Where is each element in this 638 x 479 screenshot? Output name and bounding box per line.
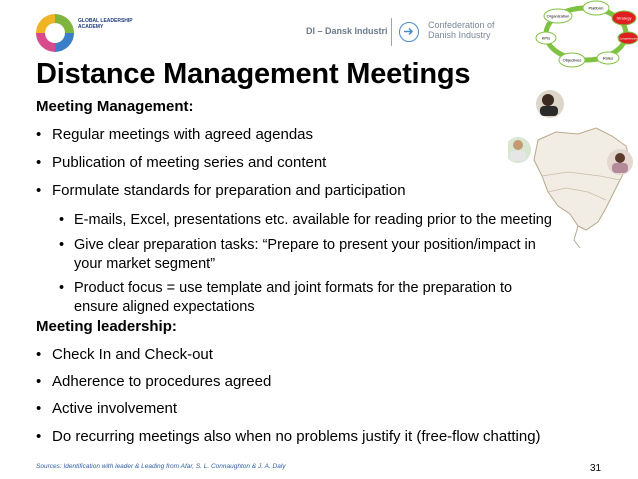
list-item (36, 182, 406, 199)
bullet: • (36, 373, 42, 390)
confederation-label (428, 20, 495, 40)
list-item (36, 126, 313, 143)
person-photo-left (508, 137, 531, 163)
arrow-right-icon (399, 22, 419, 42)
sub-list-item-line: ensure aligned expectations (74, 299, 255, 315)
list-item (36, 400, 177, 417)
bullet: • (36, 346, 42, 363)
north-america-map-image (508, 88, 638, 260)
source-citation: Sources: Identification with leader & Leading from Afar, S. L. Connaughton & J. A. Daly (36, 463, 286, 470)
list-item (36, 428, 541, 445)
academy-logo (36, 14, 74, 52)
cycle-label-roles: Roles (602, 55, 614, 61)
page-number: 31 (590, 463, 602, 474)
section-heading-meeting-management: Meeting Management: (36, 98, 194, 115)
cycle-diagram (528, 0, 638, 72)
list-item (36, 373, 271, 390)
cycle-label-organization: Organization (546, 13, 570, 19)
list-item (36, 346, 213, 363)
confederation-line-1: Confederation of (428, 20, 495, 30)
sub-list-item-line: your market segment” (74, 256, 216, 272)
list-item-text: Check In and Check-out (52, 346, 213, 363)
bullet: • (36, 428, 42, 445)
person-photo-right (607, 149, 633, 175)
sub-list-item-line: Product focus = use template and joint formats for the preparation to (74, 280, 513, 296)
section-heading-meeting-leadership: Meeting leadership: (36, 318, 177, 335)
list-item-text: Publication of meeting series and content (52, 154, 327, 171)
person-photo-top (536, 90, 564, 118)
list-item (36, 154, 326, 171)
bullet: • (36, 400, 42, 417)
sub-list-item (59, 279, 513, 317)
academy-logo-text: GLOBAL LEADERSHIP ACADEMY (78, 18, 133, 30)
cycle-label-objectives: Objectives (562, 57, 582, 63)
confederation-line-2: Danish Industry (428, 30, 491, 40)
cycle-label-platform: Platform (588, 5, 604, 11)
bullet: • (59, 237, 65, 253)
cycle-label-kpis: KPIs (541, 35, 551, 41)
sub-list-item (59, 211, 552, 230)
sub-list-item-line: Give clear preparation tasks: “Prepare to present your position/impact in (74, 237, 536, 253)
bullet: • (36, 154, 42, 171)
cycle-label-strategy: Strategy (616, 15, 632, 21)
list-item-text: Formulate standards for preparation and participation (52, 182, 406, 199)
list-item-text: Active involvement (52, 400, 178, 417)
bullet: • (59, 212, 65, 228)
list-item-text: Adherence to procedures agreed (52, 373, 272, 390)
sub-list-item (59, 236, 536, 274)
di-label: DI – Dansk Industri (306, 26, 388, 36)
bullet: • (59, 280, 65, 296)
list-item-text: Regular meetings with agreed agendas (52, 126, 313, 143)
bullet: • (36, 182, 42, 199)
cycle-label-competencies: Competencies (618, 36, 638, 41)
header-divider (391, 18, 392, 46)
bullet: • (36, 126, 42, 143)
list-item-text: Do recurring meetings also when no problems justify it (free-flow chatting) (52, 428, 541, 445)
sub-list-item-line: E-mails, Excel, presentations etc. available for reading prior to the meeting (74, 212, 552, 228)
slide-title: Distance Management Meetings (36, 58, 471, 90)
